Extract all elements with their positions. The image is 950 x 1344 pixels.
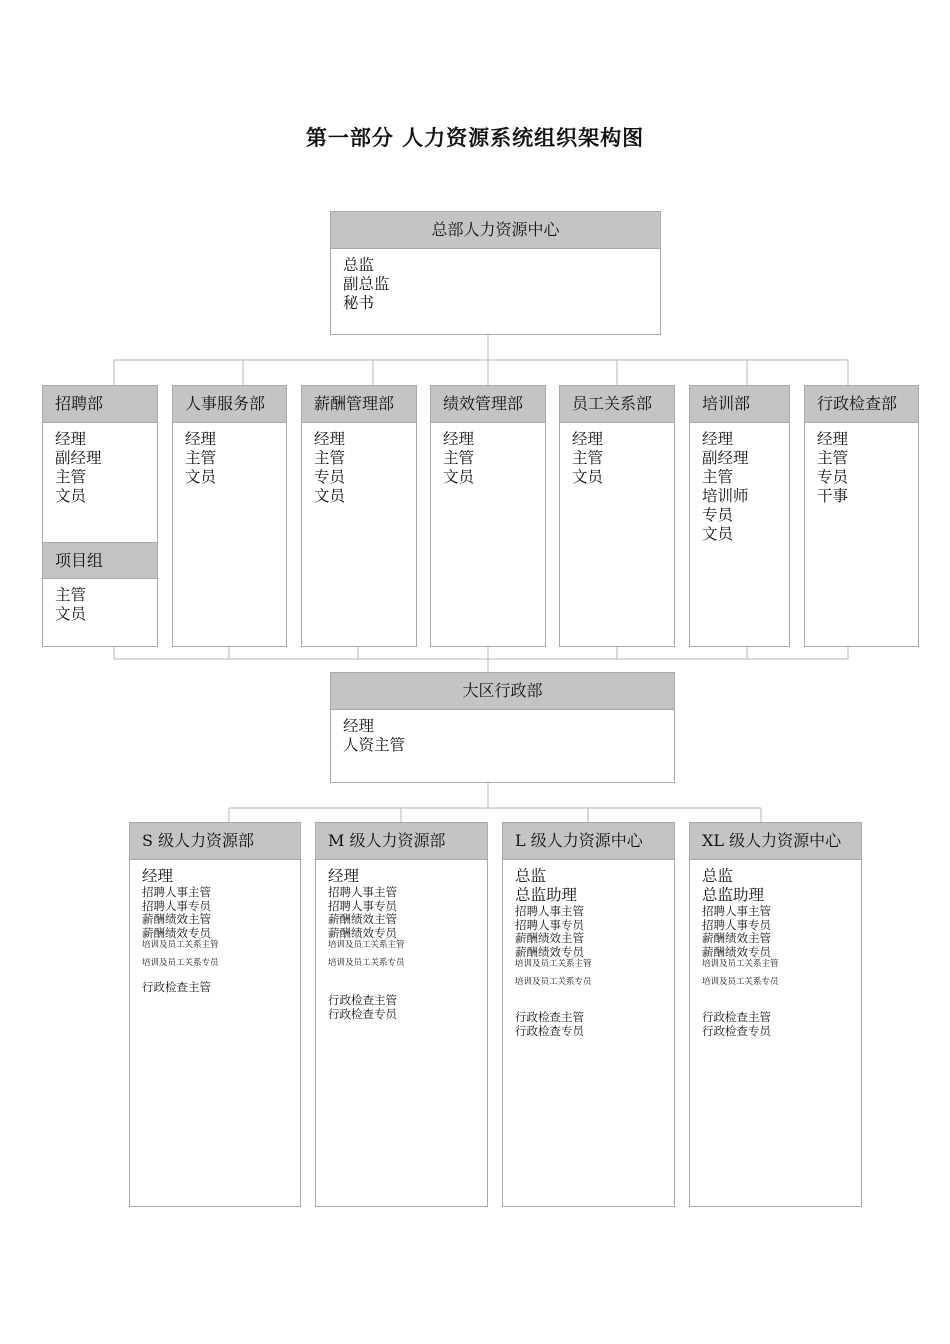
role: 招聘人事主管 <box>515 904 584 918</box>
admin-role: 行政检查专员 <box>702 1023 771 1038</box>
lead-role: 总监 <box>702 867 734 885</box>
department-box-admin-inspection <box>804 385 919 647</box>
role: 培训师 <box>702 487 749 505</box>
training-role: 培训及员工关系专员 <box>142 958 219 968</box>
role: 主管 <box>443 449 475 467</box>
role: 主管 <box>314 449 346 467</box>
role: 主管 <box>55 586 87 604</box>
role: 薪酬绩效主管 <box>515 931 584 945</box>
role: 副总监 <box>343 275 390 293</box>
department-box-employee-relations <box>559 385 675 647</box>
training-role: 培训及员工关系主管 <box>515 959 592 969</box>
role: 经理 <box>185 430 217 448</box>
lead-role: 经理 <box>142 867 174 885</box>
lead-role: 总监助理 <box>702 886 765 904</box>
level-name: XL 级人力资源中心 <box>690 823 861 860</box>
role: 文员 <box>55 487 87 505</box>
role: 专员 <box>702 506 734 524</box>
level-box-s <box>129 822 301 1207</box>
department-name: 员工关系部 <box>560 386 674 423</box>
headquarters-name: 总部人力资源中心 <box>331 212 660 249</box>
department-box-training <box>689 385 790 647</box>
role: 文员 <box>702 525 734 543</box>
admin-role: 行政检查主管 <box>328 993 397 1007</box>
lead-role: 经理 <box>328 867 360 885</box>
training-role: 培训及员工关系专员 <box>515 977 592 987</box>
role: 人资主管 <box>343 736 406 754</box>
training-role: 培训及员工关系专员 <box>702 977 779 987</box>
role: 经理 <box>572 430 604 448</box>
role: 专员 <box>817 468 849 486</box>
role: 文员 <box>185 468 217 486</box>
department-box-personnel-service <box>172 385 287 647</box>
role: 薪酬绩效专员 <box>702 944 771 959</box>
department-box-recruitment <box>42 385 158 647</box>
role: 总监 <box>343 256 375 274</box>
department-name: 人事服务部 <box>173 386 286 423</box>
lead-role: 总监 <box>515 867 547 885</box>
role: 薪酬绩效主管 <box>142 912 211 926</box>
role: 经理 <box>702 430 734 448</box>
training-role: 培训及员工关系主管 <box>702 959 779 969</box>
role: 副经理 <box>702 449 749 467</box>
level-name: M 级人力资源部 <box>316 823 487 860</box>
headquarters-box <box>330 211 661 335</box>
role: 薪酬绩效专员 <box>328 925 397 940</box>
lead-role: 总监助理 <box>515 886 578 904</box>
role: 秘书 <box>343 294 375 312</box>
role: 主管 <box>702 468 734 486</box>
admin-role: 行政检查专员 <box>515 1023 584 1038</box>
role: 经理 <box>55 430 87 448</box>
level-name: S 级人力资源部 <box>130 823 300 860</box>
level-box-m <box>315 822 488 1207</box>
department-name: 行政检查部 <box>805 386 918 423</box>
role: 招聘人事专员 <box>142 898 211 913</box>
role: 文员 <box>314 487 346 505</box>
role: 文员 <box>55 605 87 623</box>
region-name: 大区行政部 <box>331 673 674 710</box>
role: 经理 <box>443 430 475 448</box>
role: 主管 <box>55 468 87 486</box>
role: 招聘人事主管 <box>142 885 211 899</box>
department-name: 招聘部 <box>43 386 157 423</box>
role: 文员 <box>443 468 475 486</box>
training-role: 培训及员工关系主管 <box>142 940 219 950</box>
level-box-l <box>502 822 675 1207</box>
admin-role: 行政检查主管 <box>515 1010 584 1024</box>
training-role: 培训及员工关系专员 <box>328 958 405 968</box>
role: 主管 <box>817 449 849 467</box>
department-box-compensation <box>301 385 417 647</box>
role: 主管 <box>185 449 217 467</box>
role: 招聘人事专员 <box>328 898 397 913</box>
role: 薪酬绩效专员 <box>142 925 211 940</box>
level-box-xl <box>689 822 862 1207</box>
role: 经理 <box>314 430 346 448</box>
department-box-performance <box>430 385 546 647</box>
role: 薪酬绩效主管 <box>328 912 397 926</box>
level-name: L 级人力资源中心 <box>503 823 674 860</box>
role: 专员 <box>314 468 346 486</box>
department-name: 绩效管理部 <box>431 386 545 423</box>
training-role: 培训及员工关系主管 <box>328 940 405 950</box>
page-title: 第一部分 人力资源系统组织架构图 <box>305 125 645 150</box>
sub-group-name: 项目组 <box>43 542 157 579</box>
role: 招聘人事专员 <box>515 917 584 932</box>
admin-role: 行政检查专员 <box>328 1006 397 1021</box>
role: 招聘人事专员 <box>702 917 771 932</box>
role: 经理 <box>343 717 375 735</box>
role: 招聘人事主管 <box>702 904 771 918</box>
role: 薪酬绩效专员 <box>515 944 584 959</box>
role: 副经理 <box>55 449 102 467</box>
admin-role: 行政检查主管 <box>142 980 211 994</box>
department-name: 薪酬管理部 <box>302 386 416 423</box>
admin-role: 行政检查主管 <box>702 1010 771 1024</box>
role: 招聘人事主管 <box>328 885 397 899</box>
role: 干事 <box>817 487 849 505</box>
region-box <box>330 672 675 783</box>
department-name: 培训部 <box>690 386 789 423</box>
role: 主管 <box>572 449 604 467</box>
role: 经理 <box>817 430 849 448</box>
role: 薪酬绩效主管 <box>702 931 771 945</box>
role: 文员 <box>572 468 604 486</box>
